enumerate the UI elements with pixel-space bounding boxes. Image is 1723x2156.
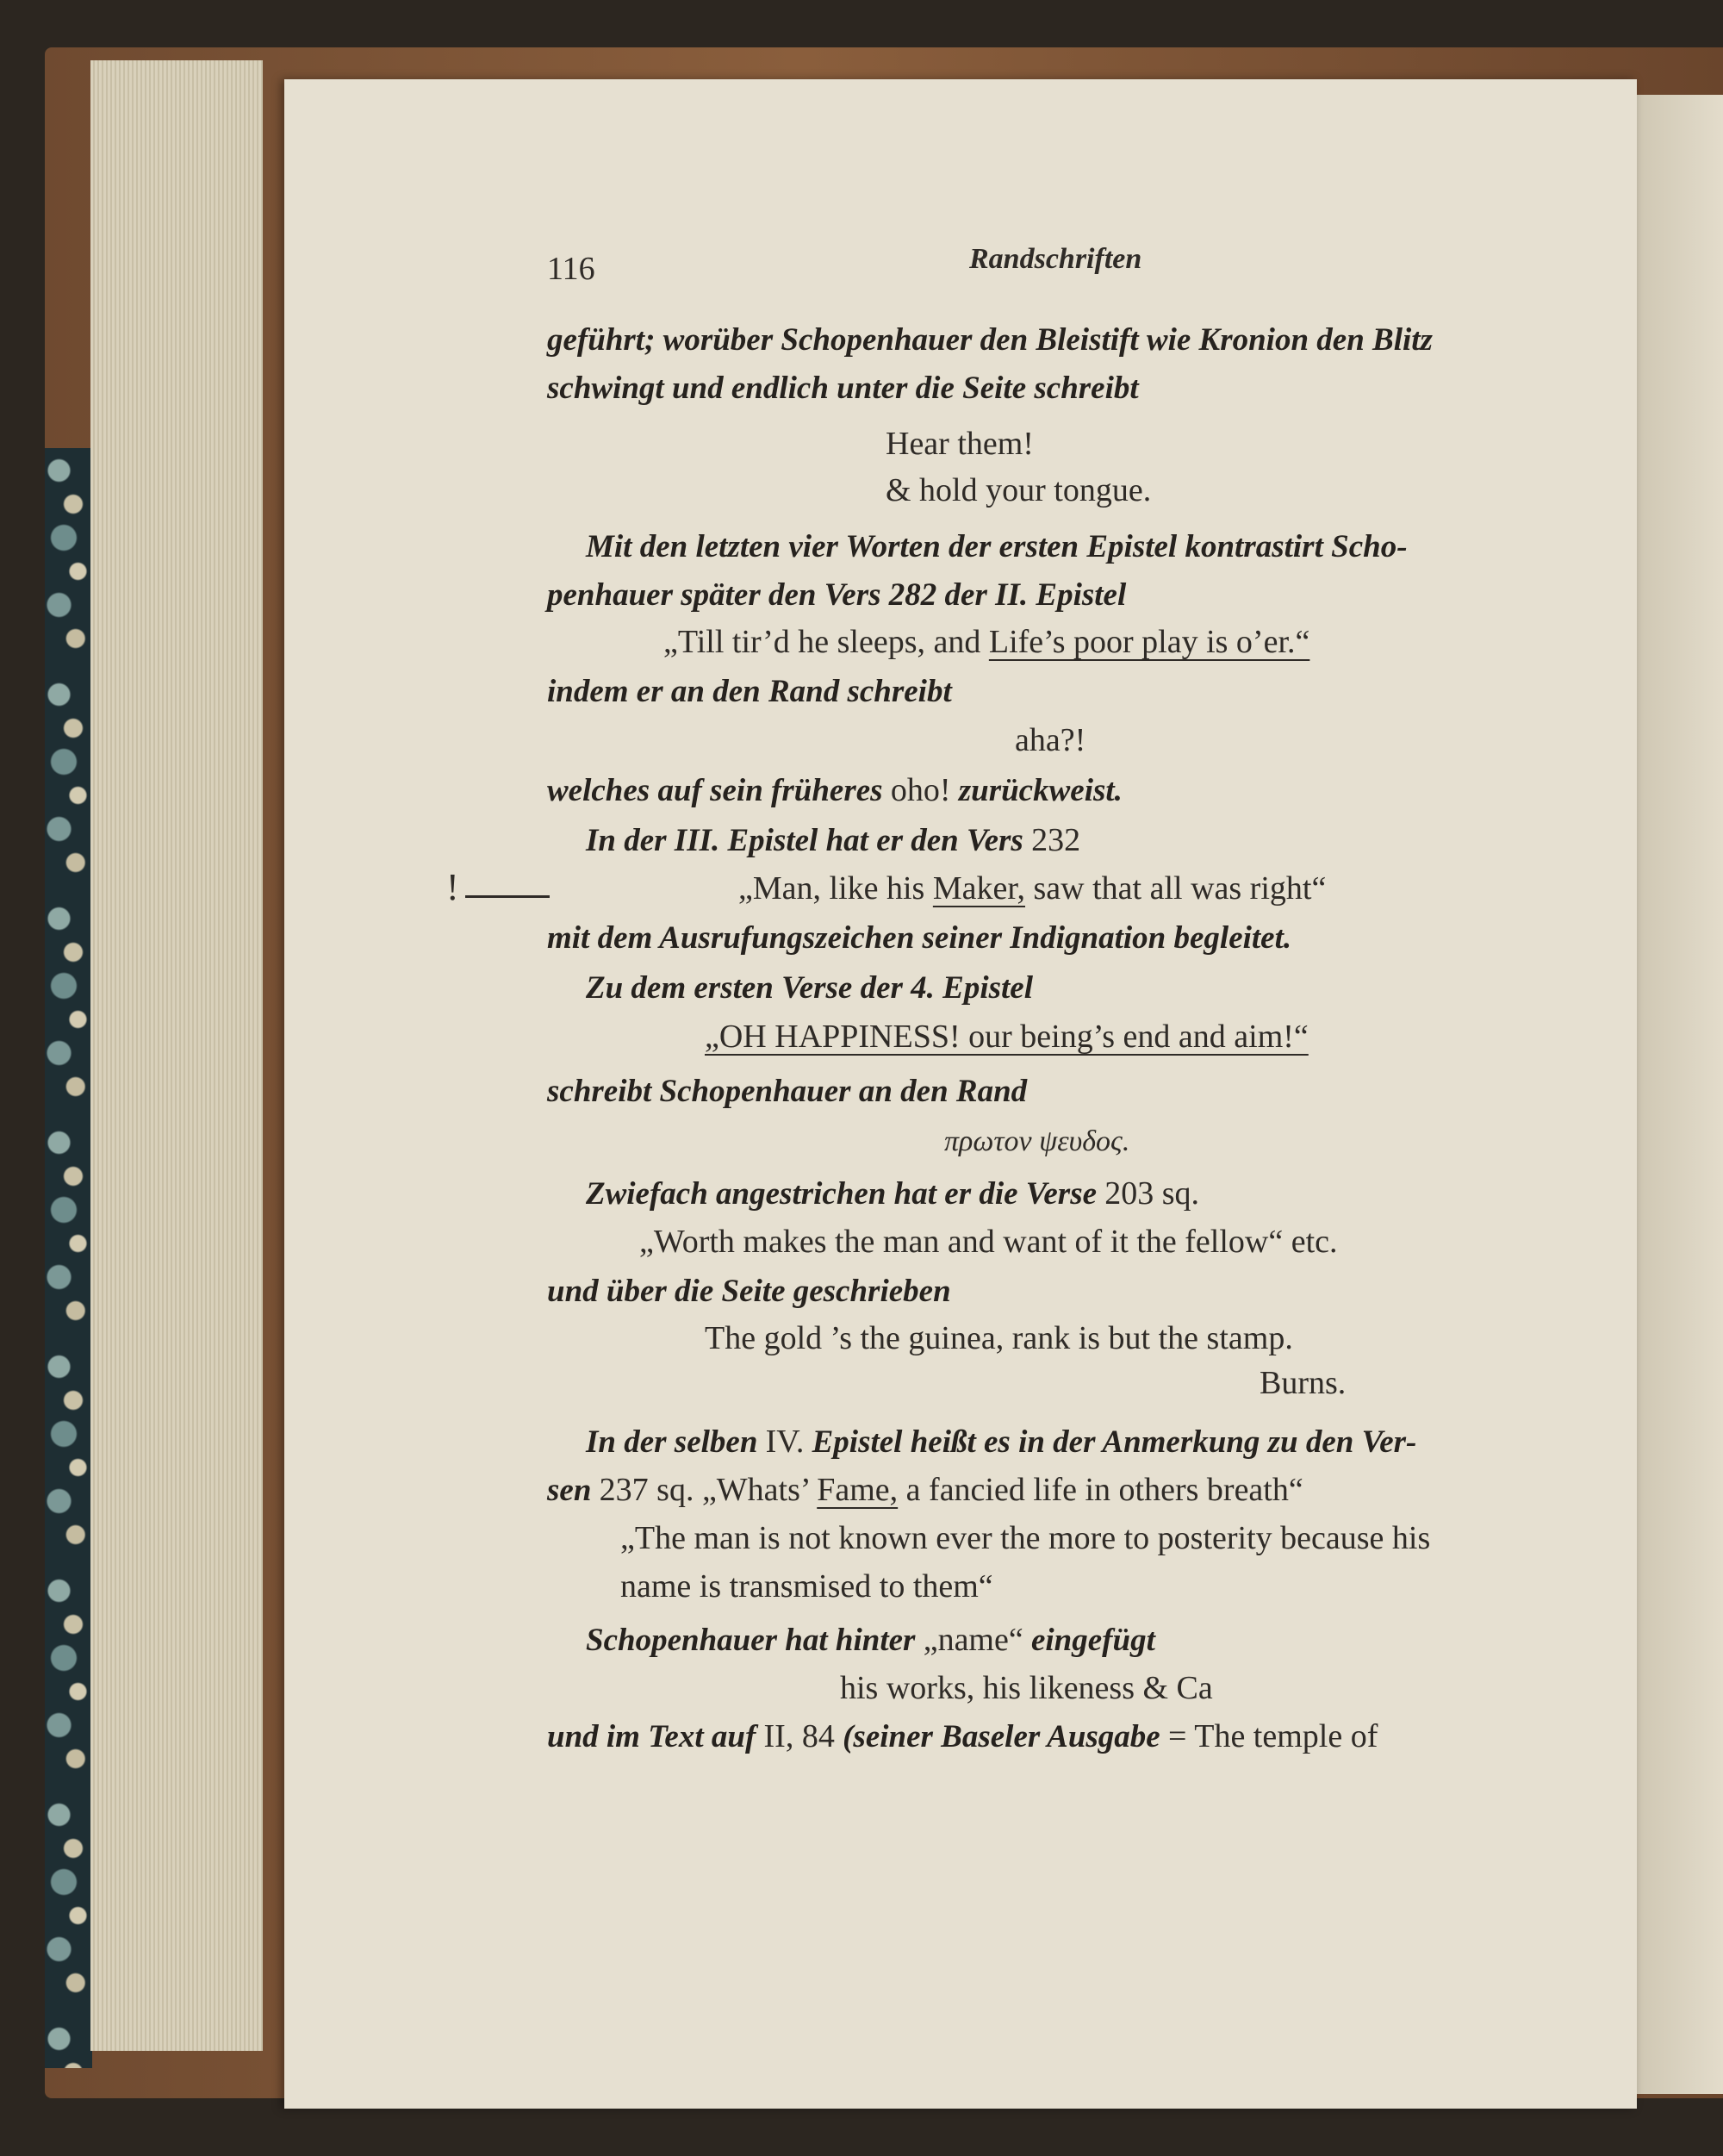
text-line-16: schreibt Schopenhauer an den Rand	[547, 1074, 1028, 1109]
text-line-23-end: Epistel heißt es in der Anmerkung zu den Ver-	[804, 1424, 1417, 1460]
text-line-29-end: = The temple of	[1167, 1718, 1378, 1754]
text-line-10-end: zurückweist.	[950, 773, 1123, 808]
quote-line-7-underlined: Life’s poor play is o’er.“	[988, 624, 1310, 660]
page-edges	[90, 60, 263, 2051]
text-line-24-start: sen	[547, 1473, 600, 1508]
text-line-27-start: Schopenhauer hat hinter	[586, 1623, 924, 1658]
text-line-5: Mit den letzten vier Worten der ersten Epistel kontrastirt Scho-	[586, 529, 1408, 564]
text-line-11-start: In der III. Epistel hat er den Vers	[586, 823, 1032, 858]
quote-line-12-end: saw that all was right“	[1025, 870, 1327, 907]
greek-note-line-17: πρωτον ψευδος.	[944, 1125, 1130, 1157]
note-line-21: The gold ’s the guinea, rank is but the stamp.	[705, 1320, 1293, 1356]
quote-line-7	[663, 622, 1309, 662]
text-line-24-underlined: Fame,	[817, 1472, 899, 1508]
text-line-18-start: Zwiefach angestrichen hat er die Verse	[586, 1176, 1105, 1212]
text-line-11-verse: 232	[1031, 822, 1081, 858]
marbled-edge	[45, 448, 92, 2068]
margin-exclamation-mark: !	[446, 866, 459, 908]
text-line-29-ref: II, 84	[763, 1718, 835, 1754]
text-line-10-start: welches auf sein früheres	[547, 773, 891, 808]
text-line-18-verse: 203 sq.	[1104, 1175, 1200, 1212]
quote-line-12-start: „Man, like his	[738, 870, 933, 907]
margin-dash	[465, 895, 550, 898]
quote-line-12	[738, 869, 1326, 908]
text-line-13: mit dem Ausrufungszeichen seiner Indignation begleitet.	[547, 920, 1292, 956]
text-line-1: geführt; worüber Schopenhauer den Bleistift wie Kronion den Blitz	[547, 322, 1433, 358]
text-line-24-end: a fancied life in others breath“	[898, 1472, 1303, 1508]
text-line-23-roman: IV.	[765, 1424, 805, 1460]
text-line-10-oho: oho!	[890, 772, 951, 808]
quote-line-26: name is transmised to them“	[620, 1568, 993, 1605]
quote-line-19: „Worth makes the man and want of it the fellow“ etc.	[639, 1224, 1338, 1260]
text-line-20: und über die Seite geschrieben	[547, 1274, 951, 1309]
quote-line-15: „OH HAPPINESS! our being’s end and aim!“	[705, 1019, 1309, 1055]
quote-line-25: „The man is not known ever the more to posterity because his	[620, 1520, 1431, 1556]
text-line-29-middle: (seiner Baseler Ausgabe	[834, 1719, 1168, 1754]
running-head: Randschriften	[969, 243, 1142, 275]
text-line-29	[547, 1717, 1378, 1757]
quote-line-3: Hear them!	[886, 426, 1034, 462]
text-line-2: schwingt und endlich unter die Seite schreibt	[547, 371, 1139, 406]
text-line-10	[547, 770, 1123, 811]
text-line-27-quote: „name“	[923, 1622, 1023, 1658]
page-number: 116	[547, 251, 595, 287]
quote-line-4: & hold your tongue.	[886, 472, 1152, 508]
text-line-18	[586, 1174, 1199, 1214]
note-line-9: aha?!	[1015, 722, 1086, 758]
facing-page	[1637, 95, 1723, 2094]
text-line-24-verse: 237 sq. „Whats’	[599, 1472, 818, 1508]
quote-line-7-start: „Till tir’d he sleeps, and	[663, 624, 989, 660]
text-line-27	[586, 1620, 1155, 1661]
text-line-27-end: eingefügt	[1023, 1623, 1155, 1658]
note-line-22: Burns.	[1260, 1365, 1347, 1401]
text-line-8: indem er an den Rand schreibt	[547, 674, 952, 709]
text-line-14: Zu dem ersten Verse der 4. Epistel	[586, 970, 1034, 1006]
text-line-24	[547, 1470, 1303, 1511]
quote-line-12-underlined: Maker,	[932, 870, 1026, 907]
text-line-23-start: In der selben	[586, 1424, 766, 1460]
text-line-11	[586, 820, 1080, 861]
text-line-23	[586, 1422, 1416, 1462]
note-line-28: his works, his likeness & Ca	[840, 1670, 1213, 1706]
text-line-29-start: und im Text auf	[547, 1719, 764, 1754]
text-line-6: penhauer später den Vers 282 der II. Epistel	[547, 577, 1127, 613]
